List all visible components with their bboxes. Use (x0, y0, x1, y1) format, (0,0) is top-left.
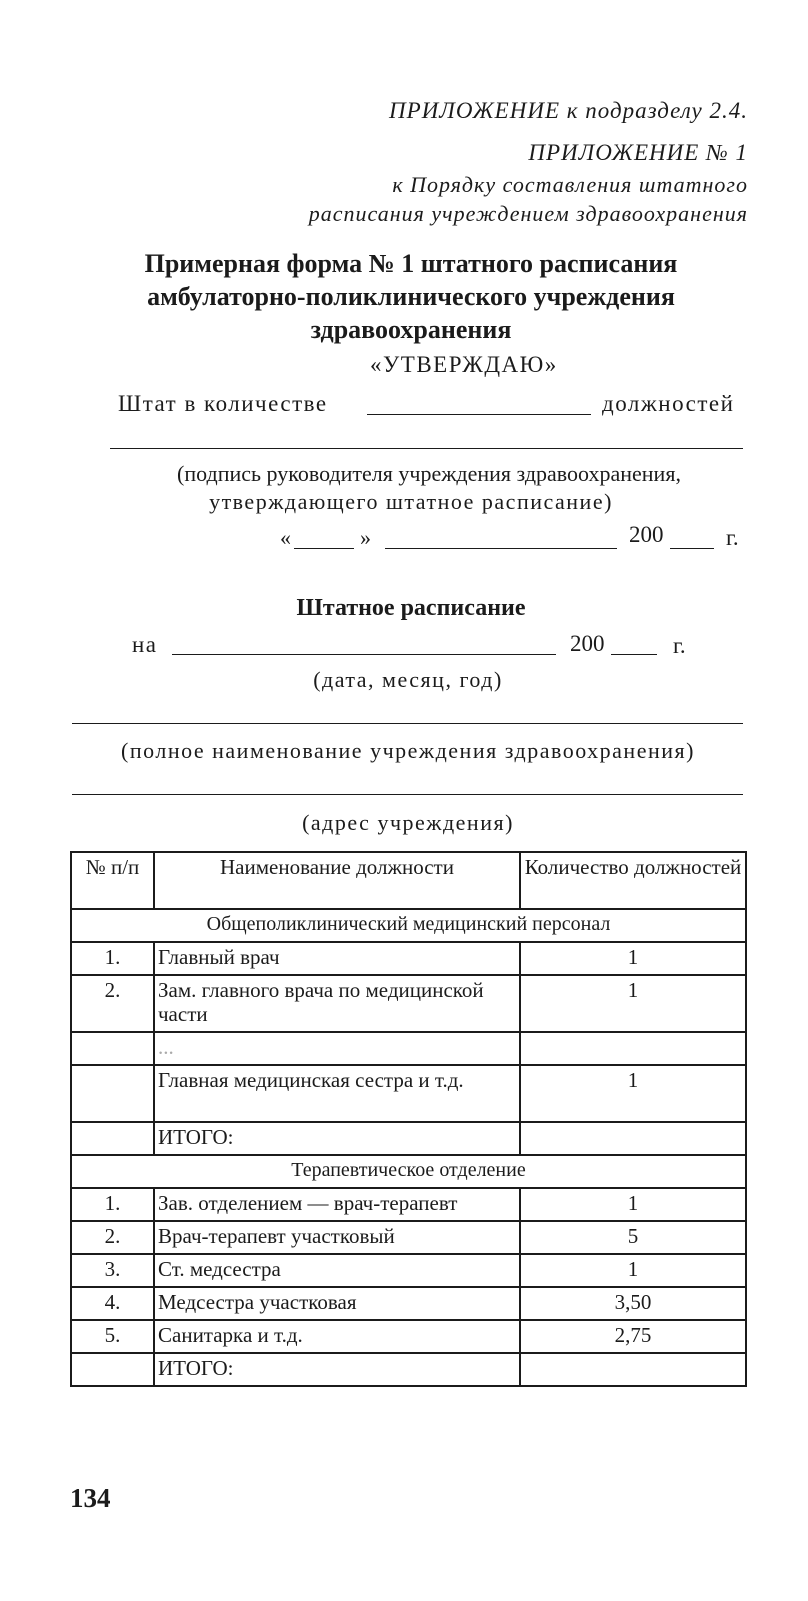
date-close-quote: » (360, 525, 371, 550)
row-position: ИТОГО: (154, 1122, 520, 1155)
row-number (71, 1353, 154, 1386)
row-position: Врач-терапевт участковый (154, 1221, 520, 1254)
row-number: 1. (71, 1188, 154, 1221)
row-quantity: 3,50 (520, 1287, 746, 1320)
header-number: № п/п (71, 852, 154, 909)
row-number: 3. (71, 1254, 154, 1287)
row-position: Главный врач (154, 942, 520, 975)
row-position: ИТОГО: (154, 1353, 520, 1386)
date-month-blank (385, 548, 617, 549)
approval-year-blank (670, 548, 714, 549)
org-name-caption: (полное наименование учреждения здравоохранения) (121, 738, 695, 763)
approval-year-suffix: г. (726, 525, 739, 550)
table-row (71, 1254, 746, 1287)
table-row (71, 1221, 746, 1254)
schedule-heading: Штатное расписание (296, 595, 526, 621)
section-row (71, 1155, 746, 1188)
form-title-line-3: здравоохранения (310, 315, 512, 344)
row-position: Зав. отделением — врач-терапевт (154, 1188, 520, 1221)
table-row (71, 1065, 746, 1122)
table-row (71, 1032, 746, 1065)
date-caption: (дата, месяц, год) (313, 667, 503, 692)
row-position: Медсестра участковая (154, 1287, 520, 1320)
row-number: 2. (71, 975, 154, 1032)
row-number (71, 1032, 154, 1065)
row-quantity: 5 (520, 1221, 746, 1254)
appendix-line-1: ПРИЛОЖЕНИЕ к подразделу 2.4. (389, 98, 748, 123)
staff-table (70, 851, 747, 1387)
row-quantity (520, 1032, 746, 1065)
section-general-staff: Общеполиклинический медицинский персонал (71, 909, 746, 942)
schedule-year-suffix: г. (673, 633, 686, 658)
header-position: Наименование должности (154, 852, 520, 909)
signature-caption-1: (подпись руководителя учреждения здравоохранения, (177, 461, 681, 486)
address-caption: (адрес учреждения) (302, 810, 514, 835)
row-quantity: 1 (520, 1188, 746, 1221)
schedule-year-prefix: 200 (570, 631, 605, 656)
schedule-on-label: на (132, 632, 158, 657)
staff-count-suffix: должностей (602, 391, 735, 416)
table-row (71, 1287, 746, 1320)
row-quantity: 1 (520, 1065, 746, 1122)
schedule-date-blank (172, 654, 556, 655)
row-quantity: 1 (520, 1254, 746, 1287)
approve-label: «УТВЕРЖДАЮ» (370, 352, 558, 377)
address-line (72, 794, 743, 795)
table-row (71, 975, 746, 1032)
row-number: 5. (71, 1320, 154, 1353)
schedule-year-blank (611, 654, 657, 655)
row-quantity (520, 1353, 746, 1386)
row-position: Главная медицинская сестра и т.д. (154, 1065, 520, 1122)
row-number (71, 1122, 154, 1155)
row-quantity (520, 1122, 746, 1155)
appendix-line-3: к Порядку составления штатного (392, 172, 748, 197)
section-therapy-department: Терапевтическое отделение (71, 1155, 746, 1188)
row-position: Зам. главного врача по медицинской части (154, 975, 520, 1032)
form-title-line-1: Примерная форма № 1 штатного расписания (144, 249, 678, 278)
org-name-line (72, 723, 743, 724)
signature-line (110, 448, 743, 449)
appendix-line-2: ПРИЛОЖЕНИЕ № 1 (528, 140, 748, 165)
total-row (71, 1353, 746, 1386)
staff-count-blank (367, 414, 591, 415)
row-number: 2. (71, 1221, 154, 1254)
row-position: Ст. медсестра (154, 1254, 520, 1287)
row-quantity: 1 (520, 942, 746, 975)
header-quantity: Количество должностей (520, 852, 746, 909)
row-position: ... (154, 1032, 520, 1065)
appendix-line-4: расписания учреждением здравоохранения (308, 201, 748, 226)
signature-caption-2: утверждающего штатное расписание) (209, 489, 613, 514)
row-quantity: 2,75 (520, 1320, 746, 1353)
section-row (71, 909, 746, 942)
form-title-line-2: амбулаторно-поликлинического учреждения (147, 282, 675, 311)
date-open-quote: « (280, 525, 291, 550)
page-number: 134 (70, 1483, 111, 1513)
staff-count-prefix: Штат в количестве (118, 391, 328, 416)
row-position: Санитарка и т.д. (154, 1320, 520, 1353)
date-day-blank (294, 548, 354, 549)
row-number: 1. (71, 942, 154, 975)
approval-year-prefix: 200 (629, 522, 664, 547)
table-row (71, 1320, 746, 1353)
row-number (71, 1065, 154, 1122)
row-number: 4. (71, 1287, 154, 1320)
total-row (71, 1122, 746, 1155)
table-header-row (71, 852, 746, 909)
table-row (71, 942, 746, 975)
row-quantity: 1 (520, 975, 746, 1032)
table-row (71, 1188, 746, 1221)
